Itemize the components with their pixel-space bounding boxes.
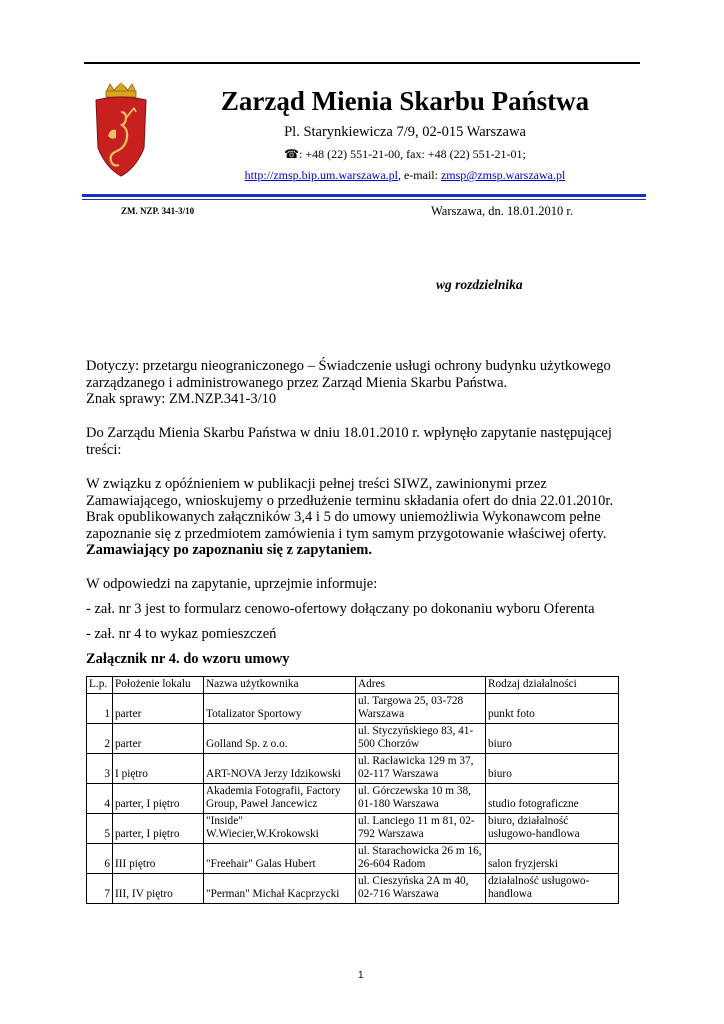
subject-paragraph	[86, 358, 642, 408]
header-cell: Nazwa użytkownika	[204, 677, 356, 694]
contact-line	[150, 168, 660, 183]
header-blue-rule-thin	[82, 199, 646, 200]
table-cell: ART-NOVA Jerzy Idzikowski	[204, 753, 356, 783]
table-cell: Akademia Fotografii, Factory Group, Paweł Jancewicz	[204, 783, 356, 813]
table-cell: 5	[87, 813, 113, 843]
table-cell: studio fotograficzne	[486, 783, 619, 813]
document-date: Warszawa, dn. 18.01.2010 r.	[431, 204, 574, 218]
table-cell: ul. Starachowicka 26 m 16, 26-604 Radom	[356, 843, 486, 873]
table-cell: 1	[87, 693, 113, 723]
table-cell: parter, I piętro	[113, 813, 204, 843]
attachment-title: Załącznik nr 4. do wzoru umowy	[86, 651, 290, 667]
table-cell: ul. Racławicka 129 m 37, 02-117 Warszawa	[356, 753, 486, 783]
table-row	[87, 813, 619, 843]
phone-fax-text: : +48 (22) 551-21-00, fax: +48 (22) 551-21-01;	[299, 147, 526, 161]
answer-item-2: - zał. nr 4 to wykaz pomieszczeń	[86, 626, 277, 642]
table-row	[87, 843, 619, 873]
table-cell: ul. Górczewska 10 m 38, 01-180 Warszawa	[356, 783, 486, 813]
question-bold-text: Zamawiający po zapoznaniu się z zapytaniem.	[86, 542, 372, 558]
table-cell: ul. Cieszyńska 2A m 40, 02-716 Warszawa	[356, 873, 486, 903]
table-row	[87, 723, 619, 753]
header-cell: Rodzaj działalności	[486, 677, 619, 694]
subject-text: Dotyczy: przetargu nieograniczonego – Świadczenie usługi ochrony budynku użytkowego zarządzanego i administrowanego przez Zarząd Mienia Skarbu Państwa.	[86, 358, 611, 391]
phone-fax-line	[150, 147, 660, 162]
page-number: 1	[358, 970, 364, 981]
table-cell: biuro, działalność usługowo-handlowa	[486, 813, 619, 843]
table-cell: parter	[113, 723, 204, 753]
answer-item-1: - zał. nr 3 jest to formularz cenowo-ofertowy dołączany po dokonaniu wyboru Oferenta	[86, 601, 595, 617]
table-cell: I piętro	[113, 753, 204, 783]
table-cell: Golland Sp. z o.o.	[204, 723, 356, 753]
table-cell: 2	[87, 723, 113, 753]
document-sign: ZM. NZP. 341-3/10	[121, 206, 195, 216]
table-row	[87, 693, 619, 723]
table-header-row	[87, 677, 619, 694]
table-cell: ul. Targowa 25, 03-728 Warszawa	[356, 693, 486, 723]
table-cell: III piętro	[113, 843, 204, 873]
table-cell: salon fryzjerski	[486, 843, 619, 873]
table-cell: parter	[113, 693, 204, 723]
table-cell: Totalizator Sportowy	[204, 693, 356, 723]
header-blue-rule-thick	[82, 194, 646, 197]
table-cell: "Freehair" Galas Hubert	[204, 843, 356, 873]
table-cell: biuro	[486, 723, 619, 753]
table-cell: 7	[87, 873, 113, 903]
table-row	[87, 783, 619, 813]
table-cell: 6	[87, 843, 113, 873]
organization-name: Zarząd Mienia Skarbu Państwa	[220, 86, 590, 116]
table-cell: ul. Styczyńskiego 83, 41-500 Chorzów	[356, 723, 486, 753]
website-link[interactable]: http://zmsp.bip.um.warszawa.pl	[244, 168, 398, 182]
table-cell: "Perman" Michał Kacprzycki	[204, 873, 356, 903]
question-paragraph	[86, 476, 642, 559]
header-cell: L.p.	[87, 677, 113, 694]
table-cell: biuro	[486, 753, 619, 783]
table-cell: ul. Lanciego 11 m 81, 02-792 Warszawa	[356, 813, 486, 843]
organization-address: Pl. Starynkiewicza 7/9, 02-015 Warszawa	[284, 124, 526, 140]
table-row	[87, 873, 619, 903]
recipient: wg rozdzielnika	[436, 277, 523, 292]
warsaw-coat-of-arms-icon	[92, 82, 150, 178]
email-link[interactable]: zmsp@zmsp.warszawa.pl	[440, 168, 566, 182]
table-cell: punkt foto	[486, 693, 619, 723]
telephone-icon: ☎	[284, 147, 300, 161]
answer-intro: W odpowiedzi na zapytanie, uprzejmie informuje:	[86, 576, 378, 592]
email-label: , e-mail:	[397, 168, 441, 182]
table-cell: działalność usługowo-handlowa	[486, 873, 619, 903]
header-cell: Położenie lokalu	[113, 677, 204, 694]
case-sign: Znak sprawy: ZM.NZP.341-3/10	[86, 391, 277, 407]
table-cell: parter, I piętro	[113, 783, 204, 813]
header-cell: Adres	[356, 677, 486, 694]
premises-table	[86, 676, 619, 904]
table-cell: III, IV piętro	[113, 873, 204, 903]
table-cell: 3	[87, 753, 113, 783]
table-cell: "Inside" W.Wiecier,W.Krokowski	[204, 813, 356, 843]
header-top-rule	[84, 62, 640, 64]
question-text: W związku z opóźnieniem w publikacji pełnej treści SIWZ, zawinionymi przez Zamawiającego, wnioskujemy o przedłużenie terminu składania ofert do dnia 22.01.2010r. Brak opublikowanych załączników 3,4 i 5 do umowy uniemożliwia Wykonawcom pełne zapoznanie się z przedmiotem zamówienia i tym samym przygotowanie właściwej oferty.	[86, 476, 614, 542]
table-cell: 4	[87, 783, 113, 813]
table-row	[87, 753, 619, 783]
intro-paragraph: Do Zarządu Mienia Skarbu Państwa w dniu 18.01.2010 r. wpłynęło zapytanie następującej treści:	[86, 425, 612, 458]
